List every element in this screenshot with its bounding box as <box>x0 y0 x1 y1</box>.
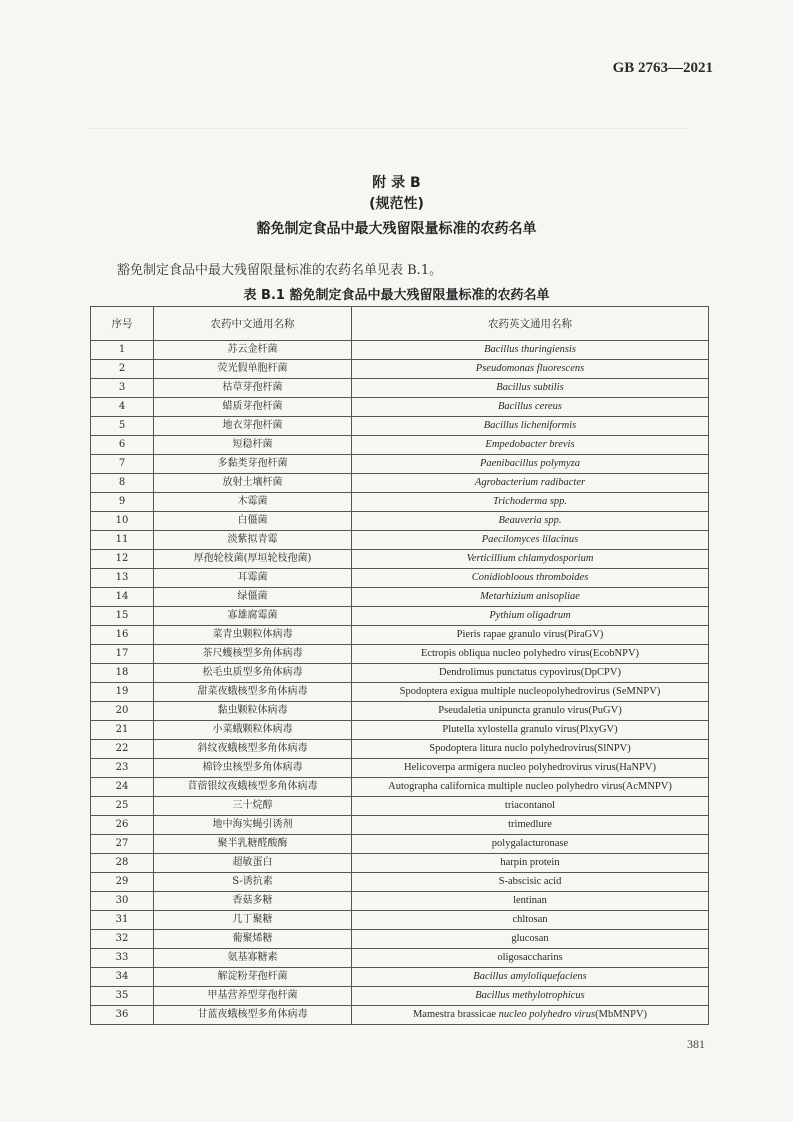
row-number: 35 <box>91 987 154 1006</box>
intro-paragraph: 豁免制定食品中最大残留限量标准的农药名单见表 B.1。 <box>117 263 443 278</box>
column-header-chinese-name: 农药中文通用名称 <box>154 307 352 341</box>
table-row <box>91 379 709 398</box>
table-row <box>91 360 709 379</box>
chinese-name-cell: 菜青虫颗粒体病毒 <box>154 626 352 645</box>
chinese-name-cell: 斜纹夜蛾核型多角体病毒 <box>154 740 352 759</box>
row-number: 14 <box>91 588 154 607</box>
row-number: 16 <box>91 626 154 645</box>
table-row <box>91 816 709 835</box>
chinese-name-cell: 放射土壤杆菌 <box>154 474 352 493</box>
english-name-cell: Bacillus cereus <box>352 398 709 417</box>
table-row <box>91 835 709 854</box>
english-name-cell: lentinan <box>352 892 709 911</box>
row-number: 21 <box>91 721 154 740</box>
row-number: 36 <box>91 1006 154 1025</box>
table-row <box>91 474 709 493</box>
row-number: 27 <box>91 835 154 854</box>
row-number: 7 <box>91 455 154 474</box>
chinese-name-cell: 地中海实蝇引诱剂 <box>154 816 352 835</box>
chinese-name-cell: 耳霉菌 <box>154 569 352 588</box>
chinese-name-cell: 棉铃虫核型多角体病毒 <box>154 759 352 778</box>
row-number: 18 <box>91 664 154 683</box>
chinese-name-cell: 地衣芽孢杆菌 <box>154 417 352 436</box>
english-name-cell: Metarhizium anisopliae <box>352 588 709 607</box>
english-name-cell: Bacillus thuringiensis <box>352 341 709 360</box>
row-number: 12 <box>91 550 154 569</box>
row-number: 29 <box>91 873 154 892</box>
chinese-name-cell: 苜蓿银纹夜蛾核型多角体病毒 <box>154 778 352 797</box>
table-row <box>91 1006 709 1025</box>
table-row <box>91 873 709 892</box>
table-row <box>91 664 709 683</box>
chinese-name-cell: 小菜蛾颗粒体病毒 <box>154 721 352 740</box>
chinese-name-cell: S-诱抗素 <box>154 873 352 892</box>
row-number: 15 <box>91 607 154 626</box>
page-number: 381 <box>687 1037 705 1051</box>
row-number: 30 <box>91 892 154 911</box>
appendix-subject: 豁免制定食品中最大残留限量标准的农药名单 <box>256 221 537 237</box>
chinese-name-cell: 苏云金杆菌 <box>154 341 352 360</box>
chinese-name-cell: 白僵菌 <box>154 512 352 531</box>
english-name-cell: Pseudomonas fluorescens <box>352 360 709 379</box>
chinese-name-cell: 荧光假单胞杆菌 <box>154 360 352 379</box>
chinese-name-cell: 黏虫颗粒体病毒 <box>154 702 352 721</box>
row-number: 17 <box>91 645 154 664</box>
english-name-cell: Conidiobloous thromboides <box>352 569 709 588</box>
english-name-cell: Helicoverpa armigera nucleo polyhedrovirus virus(HaNPV) <box>352 759 709 778</box>
english-name-cell: S-abscisic acid <box>352 873 709 892</box>
english-name-cell: Beauveria spp. <box>352 512 709 531</box>
english-name-cell: Ectropis obliqua nucleo polyhedro virus(EcobNPV) <box>352 645 709 664</box>
english-name-cell: chltosan <box>352 911 709 930</box>
row-number: 8 <box>91 474 154 493</box>
row-number: 13 <box>91 569 154 588</box>
table-row <box>91 455 709 474</box>
chinese-name-cell: 短稳杆菌 <box>154 436 352 455</box>
pesticide-table <box>90 306 709 1025</box>
english-name-cell: Autographa californica multiple nucleo polyhedro virus(AcMNPV) <box>352 778 709 797</box>
chinese-name-cell: 寡雄腐霉菌 <box>154 607 352 626</box>
english-name-cell: Paecilomyces lilacinus <box>352 531 709 550</box>
chinese-name-cell: 甲基营养型芽孢杆菌 <box>154 987 352 1006</box>
table-row <box>91 797 709 816</box>
row-number: 26 <box>91 816 154 835</box>
table-row <box>91 702 709 721</box>
table-row <box>91 683 709 702</box>
row-number: 23 <box>91 759 154 778</box>
chinese-name-cell: 多黏类芽孢杆菌 <box>154 455 352 474</box>
english-name-cell <box>352 1006 709 1025</box>
row-number: 1 <box>91 341 154 360</box>
english-name-cell: glucosan <box>352 930 709 949</box>
chinese-name-cell: 聚半乳糖醛酸酶 <box>154 835 352 854</box>
table-body <box>91 341 709 1025</box>
english-name-cell: Empedobacter brevis <box>352 436 709 455</box>
english-name-cell: Pythium oligadrum <box>352 607 709 626</box>
row-number: 22 <box>91 740 154 759</box>
chinese-name-cell: 蜡质芽孢杆菌 <box>154 398 352 417</box>
row-number: 5 <box>91 417 154 436</box>
english-name-cell: oligosaccharins <box>352 949 709 968</box>
english-name-cell: Plutella xylostella granulo virus(PlxyGV) <box>352 721 709 740</box>
english-name-cell: Trichoderma spp. <box>352 493 709 512</box>
table-row <box>91 531 709 550</box>
table-header-row <box>91 307 709 341</box>
english-name-cell: Agrobacterium radibacter <box>352 474 709 493</box>
appendix-nature: (规范性) <box>369 196 424 212</box>
table-row <box>91 721 709 740</box>
standard-code: GB 2763—2021 <box>612 60 713 76</box>
row-number: 20 <box>91 702 154 721</box>
chinese-name-cell: 超敏蛋白 <box>154 854 352 873</box>
row-number: 2 <box>91 360 154 379</box>
english-name-cell: Bacillus subtilis <box>352 379 709 398</box>
english-name-cell: Spodoptera litura nuclo polyhedrovirus(SlNPV) <box>352 740 709 759</box>
table-row <box>91 911 709 930</box>
row-number: 33 <box>91 949 154 968</box>
table-row <box>91 569 709 588</box>
table-row <box>91 550 709 569</box>
table-row <box>91 892 709 911</box>
row-number: 28 <box>91 854 154 873</box>
table-row <box>91 341 709 360</box>
english-name-cell: Bacillus licheniformis <box>352 417 709 436</box>
table-row <box>91 759 709 778</box>
row-number: 4 <box>91 398 154 417</box>
row-number: 24 <box>91 778 154 797</box>
row-number: 6 <box>91 436 154 455</box>
english-name-cell: Bacillus methylotrophicus <box>352 987 709 1006</box>
chinese-name-cell: 几丁聚糖 <box>154 911 352 930</box>
english-name-cell: Paenibacillus polymyza <box>352 455 709 474</box>
table-row <box>91 607 709 626</box>
english-name-cell: Verticillium chlamydosporium <box>352 550 709 569</box>
chinese-name-cell: 甘蓝夜蛾核型多角体病毒 <box>154 1006 352 1025</box>
row-number: 34 <box>91 968 154 987</box>
row-number: 31 <box>91 911 154 930</box>
chinese-name-cell: 茶尺蠖核型多角体病毒 <box>154 645 352 664</box>
table-row <box>91 987 709 1006</box>
english-name-cell: polygalacturonase <box>352 835 709 854</box>
english-name-cell: Bacillus amyloliquefaciens <box>352 968 709 987</box>
table-row <box>91 436 709 455</box>
english-name-cell: Spodoptera exigua multiple nucleopolyhedrovirus (SeMNPV) <box>352 683 709 702</box>
column-header-english-name: 农药英文通用名称 <box>352 307 709 341</box>
chinese-name-cell: 枯草芽孢杆菌 <box>154 379 352 398</box>
chinese-name-cell: 松毛虫质型多角体病毒 <box>154 664 352 683</box>
english-name-part: (MbMNPV) <box>595 1009 648 1020</box>
row-number: 32 <box>91 930 154 949</box>
chinese-name-cell: 淡紫拟青霉 <box>154 531 352 550</box>
chinese-name-cell: 甜菜夜蛾核型多角体病毒 <box>154 683 352 702</box>
table-row <box>91 930 709 949</box>
english-name-cell: harpin protein <box>352 854 709 873</box>
table-row <box>91 512 709 531</box>
table-row <box>91 588 709 607</box>
appendix-title: 附 录 B <box>372 175 421 191</box>
english-name-part: Mamestra brassicae <box>412 1009 497 1020</box>
chinese-name-cell: 木霉菌 <box>154 493 352 512</box>
english-name-cell: Pieris rapae granulo virus(PiraGV) <box>352 626 709 645</box>
row-number: 25 <box>91 797 154 816</box>
chinese-name-cell: 解淀粉芽孢杆菌 <box>154 968 352 987</box>
column-header-number: 序号 <box>91 307 154 341</box>
row-number: 10 <box>91 512 154 531</box>
table-caption: 表 B.1 豁免制定食品中最大残留限量标准的农药名单 <box>243 288 550 303</box>
chinese-name-cell: 氨基寡糖素 <box>154 949 352 968</box>
chinese-name-cell: 香菇多糖 <box>154 892 352 911</box>
table-row <box>91 740 709 759</box>
row-number: 11 <box>91 531 154 550</box>
bleed-through-line <box>88 128 688 130</box>
table-row <box>91 493 709 512</box>
row-number: 19 <box>91 683 154 702</box>
chinese-name-cell: 厚孢轮枝菌(厚垣轮枝孢菌) <box>154 550 352 569</box>
row-number: 9 <box>91 493 154 512</box>
english-name-cell: Dendrolimus punctatus cypovirus(DpCPV) <box>352 664 709 683</box>
chinese-name-cell: 绿僵菌 <box>154 588 352 607</box>
table-row <box>91 968 709 987</box>
table-row <box>91 398 709 417</box>
english-name-part: nucleo polyhedro virus <box>498 1009 596 1020</box>
english-name-cell: Pseudaletia unipuncta granulo virus(PuGV) <box>352 702 709 721</box>
english-name-cell: trimedlure <box>352 816 709 835</box>
chinese-name-cell: 葡聚烯糖 <box>154 930 352 949</box>
english-name-cell: triacontanol <box>352 797 709 816</box>
table-row <box>91 417 709 436</box>
table-row <box>91 949 709 968</box>
table-row <box>91 778 709 797</box>
table-row <box>91 626 709 645</box>
chinese-name-cell: 三十烷醇 <box>154 797 352 816</box>
row-number: 3 <box>91 379 154 398</box>
table-row <box>91 645 709 664</box>
table-row <box>91 854 709 873</box>
